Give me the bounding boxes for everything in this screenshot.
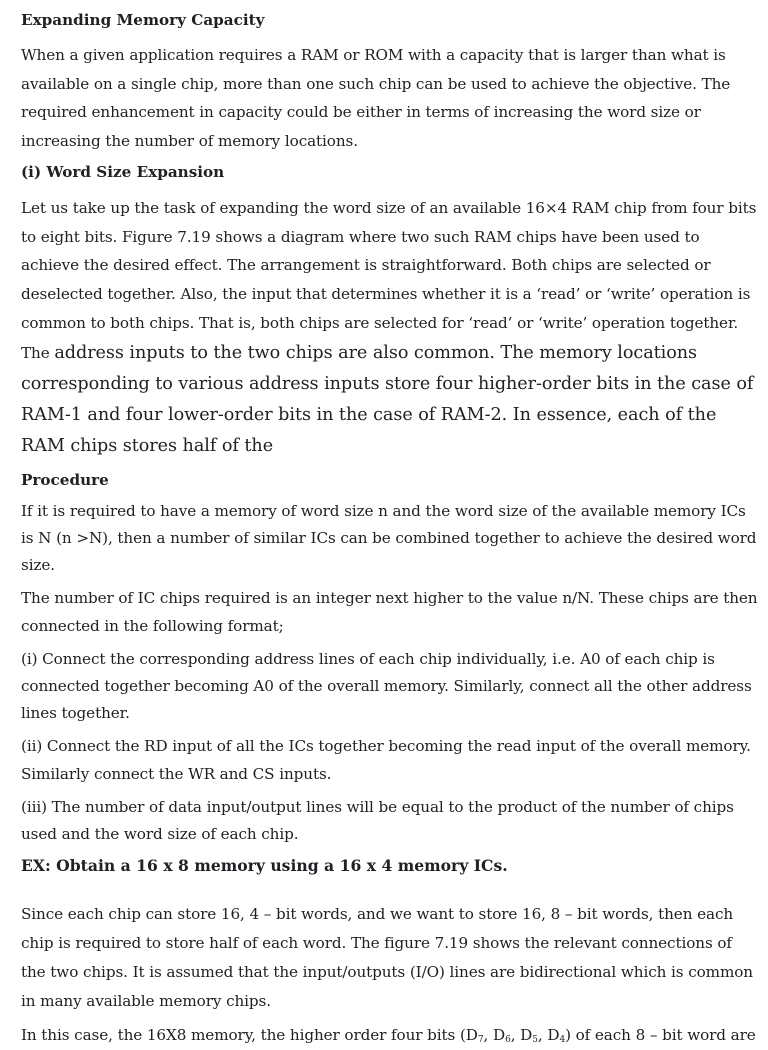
word-size-paragraph [21,194,758,462]
intro-paragraph: When a given application requires a RAM or ROM with a capacity that is larger than what is available on a single chip, more than one such chip can be used to achieve the objective. The required enhancement in capacity could be either in terms of increasing the word size or increasing the number of memory locations. [21,46,731,151]
section-heading: Expanding Memory Capacity [21,11,265,29]
procedure-paragraph: If it is required to have a memory of word size n and the word size of the available memory ICs is N (n >N), then a number of similar ICs can be combined together to achieve the desired word size. [21,501,757,575]
data-bit: $D_5$ [520,1026,538,1046]
last-paragraph-prefix: In this case, the 16X8 memory, the higher order four bits ( [21,1026,466,1045]
step-item: (i) Connect the corresponding address lines of each chip individually, i.e. A0 of each chip is connected together becoming A0 of the overall memory. Similarly, connect all the other address lines together. [21,649,752,723]
data-bit: $D_4$ [547,1026,566,1046]
data-bit: $D_6$ [492,1026,511,1046]
word-size-heading: (i) Word Size Expansion [21,162,225,181]
example-heading: EX: Obtain a 16 x 8 memory using a 16 x 4 memory ICs. [21,856,508,876]
word-size-paragraph-start: Let us take up the task of expanding the word size of an available 16×4 RAM chip from four bits to eight bits. Figure 7.19 shows a diagram where two such RAM chips have been used to achieve the desired effect. The arrangement is straightforward. Both chips are selected or deselected together. Also, the input that determines whether it is a ‘read’ or ‘write’ operation is common to both chips. That is, both chips are selected for ‘read’ or ‘write’ operation together. The [21,198,757,362]
step-item: (iii) The number of data input/output lines will be equal to the product of the number of chips used and the word size of each chip. [21,797,734,844]
chip-count-paragraph: The number of IC chips required is an integer next higher to the value n/N. These chips are then connected in the following format; [21,589,758,635]
step-item: (ii) Connect the RD input of all the ICs together becoming the read input of the overall memory. Similarly connect the WR and CS inputs. [21,737,751,783]
example-paragraph: Since each chip can store 16, 4 – bit words, and we want to store 16, 8 – bit words, then each chip is required to store half of each word. The figure 7.19 shows the relevant connections of the two chips. It is assumed that the input/outputs (I/O) lines are bidirectional which is common in many available memory chips. [21,905,753,1010]
procedure-heading: Procedure [21,470,109,489]
data-bit: $D_7$ [465,1026,484,1046]
last-paragraph-suffix: ) of each 8 – bit word are [565,1026,756,1045]
last-paragraph: In this case, the 16X8 memory, the higher order four bits ($D_7$, $D_6$, $D_5$, $D_4$) of each 8 – bit word are [21,1026,756,1046]
word-size-paragraph-end: address inputs to the two chips are also common. The memory locations corresponding to various address inputs store four higher-order bits in the case of RAM-1 and four lower-order bits in the case of RAM-2. In essence, each of the RAM chips stores half of the [21,342,754,456]
